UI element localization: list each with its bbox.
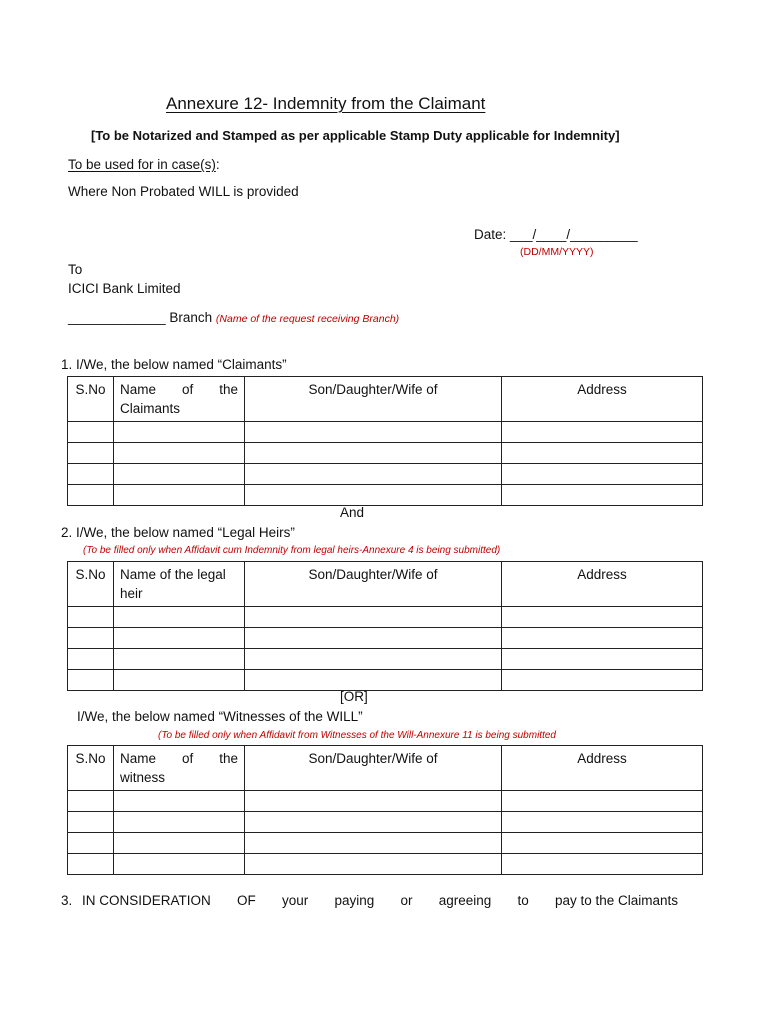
cell-sno[interactable]	[68, 854, 114, 875]
col-name-word: Name	[120, 751, 157, 766]
table-row	[68, 422, 703, 443]
cell-sno[interactable]	[68, 422, 114, 443]
section1-heading: 1. I/We, the below named “Claimants”	[61, 357, 287, 372]
col-name-header	[114, 746, 245, 791]
cell-sno[interactable]	[68, 833, 114, 854]
cell-address[interactable]	[502, 628, 703, 649]
date-field: Date: ___/____/_________	[474, 227, 638, 242]
section2-heading: 2. I/We, the below named “Legal Heirs”	[61, 525, 295, 540]
cell-name[interactable]	[114, 670, 245, 691]
cell-relation[interactable]	[245, 628, 502, 649]
col-address-header: Address	[502, 377, 703, 422]
section3-word: or	[400, 893, 413, 908]
cell-name[interactable]	[114, 854, 245, 875]
case-text: Where Non Probated WILL is provided	[68, 184, 299, 199]
col-relation-header: Son/Daughter/Wife of	[245, 562, 502, 607]
and-separator: And	[340, 505, 365, 520]
cell-address[interactable]	[502, 670, 703, 691]
date-format-hint: (DD/MM/YYYY)	[520, 246, 594, 258]
section3-word: to	[517, 893, 529, 908]
cell-name[interactable]	[114, 649, 245, 670]
cell-address[interactable]	[502, 833, 703, 854]
cell-sno[interactable]	[68, 443, 114, 464]
col-name-word: of	[181, 751, 194, 766]
cell-relation[interactable]	[245, 649, 502, 670]
legal-heirs-header-row	[68, 562, 703, 607]
col-sno-header: S.No	[68, 377, 114, 422]
cell-name[interactable]	[114, 791, 245, 812]
col-name-word: Name	[120, 382, 157, 397]
section3-word: IN CONSIDERATION	[82, 893, 211, 908]
cell-name[interactable]	[114, 812, 245, 833]
cell-sno[interactable]	[68, 812, 114, 833]
cell-relation[interactable]	[245, 833, 502, 854]
witness-note: (To be filled only when Affidavit from Witnesses of the Will-Annexure 11 is being submitted	[158, 730, 556, 741]
col-relation-header: Son/Daughter/Wife of	[245, 377, 502, 422]
cell-relation[interactable]	[245, 422, 502, 443]
col-name-line2: heir	[120, 586, 143, 601]
cell-relation[interactable]	[245, 791, 502, 812]
cell-sno[interactable]	[68, 485, 114, 506]
col-address-header: Address	[502, 562, 703, 607]
col-address-header: Address	[502, 746, 703, 791]
used-for-label: To be used for in case(s)	[68, 157, 216, 172]
cell-sno[interactable]	[68, 464, 114, 485]
cell-relation[interactable]	[245, 607, 502, 628]
col-name-word: the	[219, 751, 238, 766]
cell-relation[interactable]	[245, 854, 502, 875]
table-row	[68, 791, 703, 812]
col-name-line1: Name of the legal	[120, 567, 226, 582]
cell-sno[interactable]	[68, 649, 114, 670]
table-row	[68, 812, 703, 833]
col-sno-header: S.No	[68, 746, 114, 791]
col-name-line2: witness	[120, 770, 166, 785]
section3-word: pay to the Claimants	[554, 893, 678, 908]
witness-heading: I/We, the below named “Witnesses of the WILL”	[77, 709, 363, 724]
cell-sno[interactable]	[68, 670, 114, 691]
cell-sno[interactable]	[68, 791, 114, 812]
cell-sno[interactable]	[68, 628, 114, 649]
col-name-word: the	[219, 382, 238, 397]
cell-relation[interactable]	[245, 485, 502, 506]
section3-line	[82, 893, 678, 908]
cell-name[interactable]	[114, 628, 245, 649]
branch-blank: _____________ Branch	[68, 310, 213, 325]
col-sno-header: S.No	[68, 562, 114, 607]
addressee-to: To	[68, 262, 83, 277]
cell-relation[interactable]	[245, 670, 502, 691]
table-row	[68, 670, 703, 691]
legal-heirs-table	[67, 561, 703, 691]
cell-name[interactable]	[114, 833, 245, 854]
cell-name[interactable]	[114, 464, 245, 485]
col-name-header	[114, 377, 245, 422]
table-row	[68, 649, 703, 670]
cell-address[interactable]	[502, 854, 703, 875]
cell-name[interactable]	[114, 443, 245, 464]
used-for-line	[68, 157, 220, 172]
cell-address[interactable]	[502, 443, 703, 464]
table-row	[68, 607, 703, 628]
cell-sno[interactable]	[68, 607, 114, 628]
or-separator: [OR]	[340, 689, 368, 704]
cell-name[interactable]	[114, 485, 245, 506]
table-row	[68, 485, 703, 506]
section3-word: paying	[334, 893, 375, 908]
table-row	[68, 833, 703, 854]
section3-word: your	[281, 893, 309, 908]
col-name-line2: Claimants	[120, 401, 181, 416]
witnesses-header-row	[68, 746, 703, 791]
cell-address[interactable]	[502, 485, 703, 506]
document-subtitle: [To be Notarized and Stamped as per applicable Stamp Duty applicable for Indemnity]	[91, 128, 620, 143]
witnesses-table	[67, 745, 703, 875]
document-title: Annexure 12- Indemnity from the Claimant	[166, 94, 486, 113]
cell-relation[interactable]	[245, 464, 502, 485]
cell-name[interactable]	[114, 422, 245, 443]
cell-address[interactable]	[502, 812, 703, 833]
cell-address[interactable]	[502, 607, 703, 628]
cell-relation[interactable]	[245, 812, 502, 833]
cell-address[interactable]	[502, 791, 703, 812]
branch-note: (Name of the request receiving Branch)	[215, 313, 400, 325]
cell-address[interactable]	[502, 422, 703, 443]
table-row	[68, 628, 703, 649]
section2-note: (To be filled only when Affidavit cum Indemnity from legal heirs-Annexure 4 is being submitted)	[83, 545, 501, 556]
col-name-header	[114, 562, 245, 607]
cell-relation[interactable]	[245, 443, 502, 464]
table-row	[68, 464, 703, 485]
bank-name: ICICI Bank Limited	[68, 281, 181, 296]
claimants-header-row	[68, 377, 703, 422]
col-name-word: of	[181, 382, 194, 397]
table-row	[68, 854, 703, 875]
cell-address[interactable]	[502, 649, 703, 670]
table-row	[68, 443, 703, 464]
col-relation-header: Son/Daughter/Wife of	[245, 746, 502, 791]
cell-name[interactable]	[114, 607, 245, 628]
cell-address[interactable]	[502, 464, 703, 485]
claimants-table	[67, 376, 703, 506]
section3-word: agreeing	[438, 893, 492, 908]
section3-word: OF	[236, 893, 256, 908]
used-for-colon: :	[215, 157, 220, 172]
branch-line	[68, 310, 399, 325]
section3-number: 3.	[61, 893, 73, 908]
